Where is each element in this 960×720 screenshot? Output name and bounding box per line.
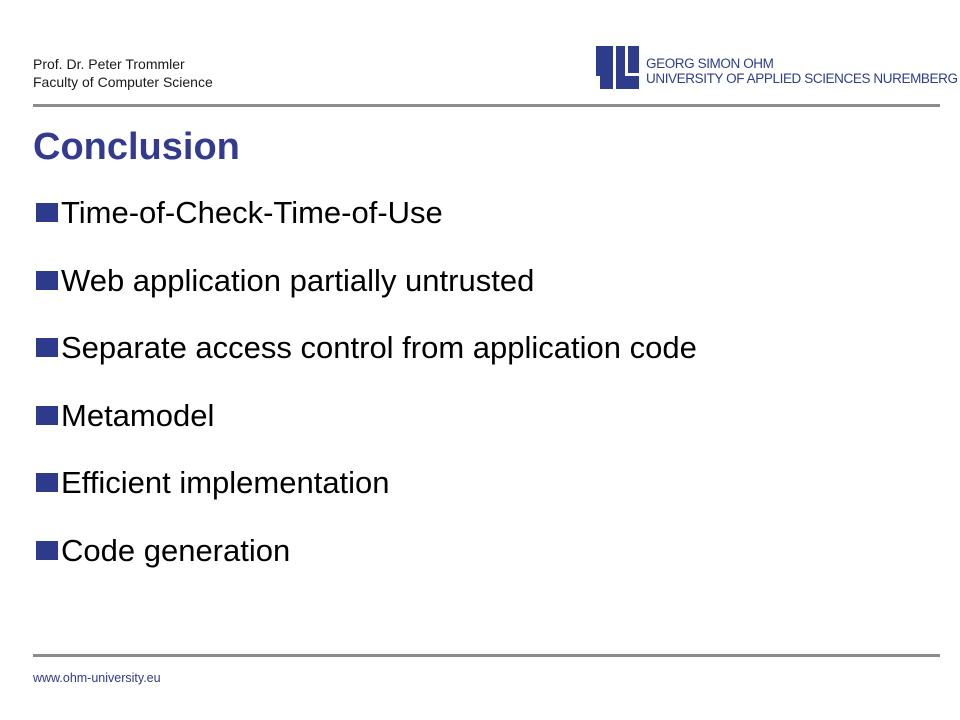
bullet-item xyxy=(36,328,697,396)
author-faculty: Faculty of Computer Science xyxy=(33,74,213,90)
square-bullet-icon xyxy=(36,338,58,357)
footer-url-link[interactable]: www.ohm-university.eu xyxy=(33,671,161,685)
square-bullet-icon xyxy=(36,271,58,290)
university-logo-mark-icon xyxy=(596,46,639,89)
square-bullet-icon xyxy=(36,203,58,222)
author-block xyxy=(33,55,213,91)
footer-divider xyxy=(33,654,940,657)
logo-line-2: UNIVERSITY OF APPLIED SCIENCES NUREMBERG xyxy=(646,71,958,86)
bullet-list xyxy=(36,193,697,599)
bullet-item xyxy=(36,261,697,329)
bullet-text: Separate access control from application code xyxy=(61,330,697,366)
header-divider xyxy=(33,104,940,107)
bullet-text: Web application partially untrusted xyxy=(61,262,535,298)
bullet-item xyxy=(36,463,697,531)
bullet-text: Time-of-Check-Time-of-Use xyxy=(61,195,443,230)
square-bullet-icon xyxy=(36,473,58,492)
bullet-text: Code generation xyxy=(61,532,291,568)
bullet-item xyxy=(36,193,697,261)
bullet-item xyxy=(36,531,697,599)
university-logo xyxy=(596,46,958,91)
bullet-item xyxy=(36,396,697,464)
bullet-text: Efficient implementation xyxy=(61,465,390,501)
square-bullet-icon xyxy=(36,406,58,425)
slide-title: Conclusion xyxy=(33,126,240,168)
logo-line-1: GEORG SIMON OHM xyxy=(646,56,774,71)
square-bullet-icon xyxy=(36,541,58,560)
bullet-text: Metamodel xyxy=(61,397,215,433)
author-name: Prof. Dr. Peter Trommler xyxy=(33,56,185,72)
university-logo-text xyxy=(646,56,958,86)
